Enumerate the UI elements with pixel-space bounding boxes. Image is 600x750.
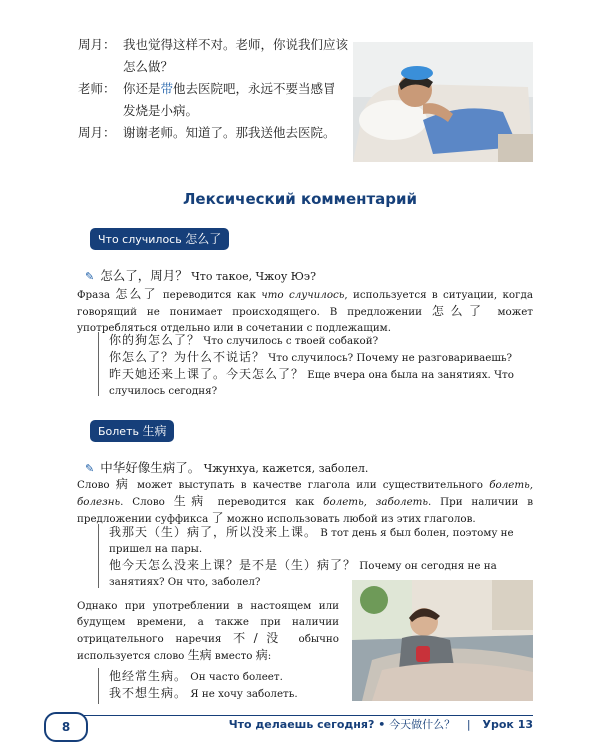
highlighted-word: 带 <box>160 81 174 96</box>
example-line <box>85 458 368 476</box>
line-text: 谢谢老师。知道了。那我送他去医院。 <box>123 125 336 140</box>
tag-label-ru: Болеть <box>98 425 139 438</box>
example-sentence: 他经常生病。 Он часто болеет. <box>109 669 283 683</box>
dialogue-line <box>78 122 348 144</box>
topic-tag-what-happened <box>90 228 229 250</box>
example-cn: 怎么了，周月？ <box>100 268 188 283</box>
explanation-paragraph: Слово 病 может выступать в качестве глагола или существительного болеть, болезнь. Слово 生病 переводится как болеть, заболеть. При наличии в предложении суффикса 了 можно использовать любой из этих глаголов. <box>77 477 533 525</box>
speaker: 周月： <box>78 37 116 52</box>
example-sentences <box>98 524 542 588</box>
example-sentence: 他今天怎么没来上课？是不是（生）病了？ Почему он сегодня не на занятиях? Он что, заболел? <box>109 558 497 588</box>
example-line <box>85 266 316 284</box>
dialogue-line <box>78 78 348 122</box>
example-sentence: 你怎么了？为什么不说话？ Что случилось? Почему не разговариваешь? <box>109 350 513 364</box>
footer-separator: | <box>466 718 471 731</box>
tag-label-ru: Что случилось <box>98 233 182 246</box>
speaker: 老师： <box>78 81 116 96</box>
dialogue <box>78 34 348 144</box>
example-ru: Что такое, Чжоу Юэ? <box>191 270 316 283</box>
dialogue-line <box>78 34 348 78</box>
example-cn: 中华好像生病了。 <box>100 460 201 475</box>
line-part: 你还是 <box>123 81 161 96</box>
example-sentences <box>98 668 339 704</box>
example-sentence: 你的狗怎么了？ Что случилось с твоей собакой? <box>109 333 379 347</box>
line-text: 我也觉得这样不对。老师，你说我们应该怎么做？ <box>123 37 349 74</box>
speaker: 周月： <box>78 125 116 140</box>
footer-title <box>229 716 533 732</box>
example-sentence: 我不想生病。 Я не хочу заболеть. <box>109 686 298 700</box>
page-number: 8 <box>44 712 88 742</box>
section-title: Лексический комментарий <box>182 190 418 208</box>
example-ru: Чжунхуа, кажется, заболел. <box>203 462 369 475</box>
lesson-label: Урок 13 <box>482 718 533 731</box>
pen-icon: ✎ <box>85 462 95 475</box>
pen-icon: ✎ <box>85 270 95 283</box>
tag-label-cn: 生病 <box>142 424 167 438</box>
footer-bullet: • <box>378 718 386 731</box>
example-sentence: 我那天（生）病了，所以没来上课。 В тот день я был болен, поэтому не пришел на пары. <box>109 525 514 555</box>
example-sentences <box>98 332 542 396</box>
line-text <box>123 78 348 122</box>
line-part: 他去医院吧，永远不要当感冒发烧是小病。 <box>123 81 336 118</box>
topic-tag-be-sick <box>90 420 174 442</box>
explanation-paragraph: Однако при употреблении в настоящем или будущем времени, а также при наличии отрицательного наречия 不/没 обычно используется слово 生病 вместо 病: <box>77 600 339 662</box>
explanation-paragraph: Фраза 怎么了 переводится как что случилось, используется в ситуации, когда говорящий не понимает происходящего. В предложении 怎么了 может употребляться отдельно или в сочетании с подлежащим. <box>77 287 533 334</box>
example-sentence: 昨天她还来上课了。今天怎么了？ Еще вчера она была на занятиях. Что случилось сегодня? <box>109 367 514 397</box>
tag-label-cn: 怎么了 <box>185 232 222 246</box>
sick-man-photo <box>353 42 533 162</box>
footer-title-ru: Что делаешь сегодня? <box>228 718 375 731</box>
footer-title-cn: 今天做什么？ <box>389 718 456 731</box>
sick-young-man-photo <box>352 580 533 701</box>
